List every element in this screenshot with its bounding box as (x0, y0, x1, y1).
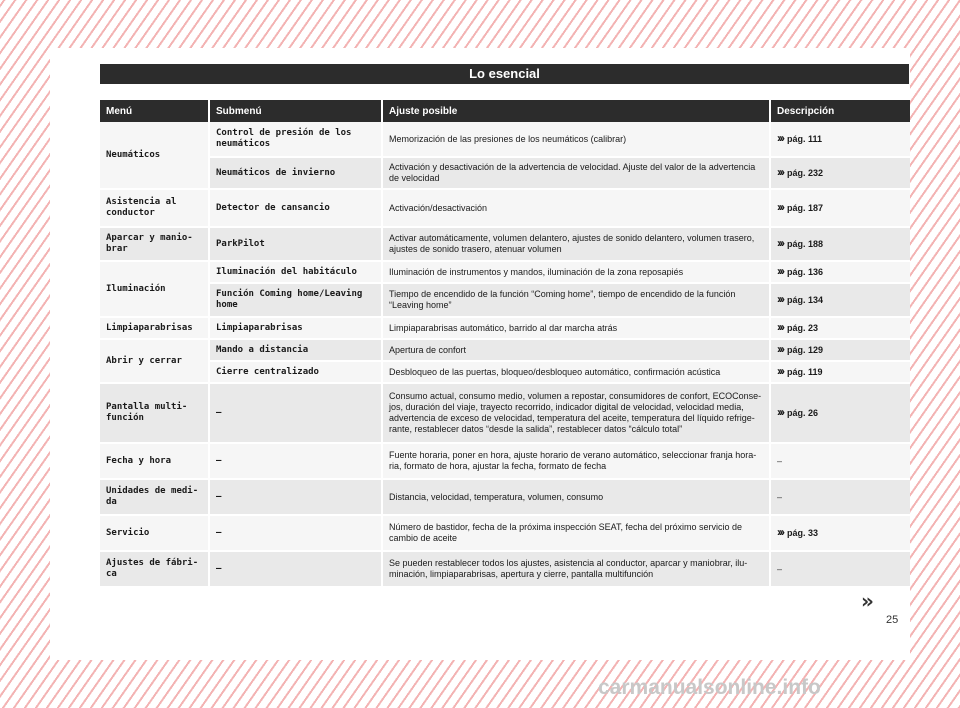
reference-arrow-icon: ››› (777, 165, 783, 179)
table-row (100, 158, 910, 190)
watermark: carmanualsonline.info (598, 676, 821, 699)
page-reference-link[interactable]: pág. 134 (787, 295, 824, 305)
reference-cell (771, 190, 910, 228)
page-reference-link[interactable]: pág. 33 (787, 528, 819, 538)
reference-arrow-icon: ››› (777, 292, 783, 306)
submenu-cell: ParkPilot (210, 228, 383, 262)
setting-cell: Apertura de confort (383, 340, 771, 362)
table-body (100, 122, 910, 588)
submenu-cell: Función Coming home/Leaving home (210, 284, 383, 318)
column-header-description: Descripción (771, 100, 910, 122)
page-reference-link[interactable]: pág. 119 (787, 367, 823, 377)
reference-arrow-icon: ››› (777, 264, 783, 278)
reference-cell (771, 228, 910, 262)
submenu-cell: Detector de cansancio (210, 190, 383, 228)
page-number: 25 (886, 614, 899, 626)
empty-reference: – (777, 563, 783, 574)
setting-cell: Activación y desactivación de la advertencia de velocidad. Ajuste del valor de la advertencia de velocidad (383, 158, 771, 190)
menu-cell: Asistencia al conductor (100, 190, 210, 228)
table-row (100, 318, 910, 340)
table-row (100, 480, 910, 516)
setting-cell: Consumo actual, consumo medio, volumen a repostar, consumidores de confort, ECOConse-jos, duración del viaje, trayecto recorrido, indicador digital de velocidad, velocidad media, advertencia de exceso de velocidad, temperatura del aceite, temperatura del líquido refrige-rante, restablecer datos “desde la salida”, restablecer datos “cálculo total” (383, 384, 771, 444)
menu-cell: Servicio (100, 516, 210, 552)
page-reference-link[interactable]: pág. 187 (787, 203, 824, 213)
empty-reference: – (777, 455, 783, 466)
page-reference-link[interactable]: pág. 26 (787, 408, 819, 418)
setting-cell: Se pueden restablecer todos los ajustes, asistencia al conductor, aparcar y maniobrar, ilu-minación, limpiaparabrisas, apertura y cierre, pantalla multifunción (383, 552, 771, 588)
menu-cell: Abrir y cerrar (100, 340, 210, 384)
reference-cell (771, 362, 910, 384)
table-row (100, 340, 910, 362)
submenu-cell: Control de presión de los neumáticos (210, 122, 383, 158)
manual-page (50, 48, 910, 660)
empty-reference: – (777, 491, 783, 502)
column-header-submenu: Submenú (210, 100, 383, 122)
reference-arrow-icon: ››› (777, 320, 783, 334)
table-row (100, 122, 910, 158)
reference-cell (771, 158, 910, 190)
setting-cell: Desbloqueo de las puertas, bloqueo/desbloqueo automático, confirmación acústica (383, 362, 771, 384)
reference-cell (771, 552, 910, 588)
menu-cell: Limpiaparabrisas (100, 318, 210, 340)
reference-arrow-icon: ››› (777, 364, 783, 378)
reference-arrow-icon: ››› (777, 525, 783, 539)
setting-cell: Iluminación de instrumentos y mandos, iluminación de la zona reposapiés (383, 262, 771, 284)
reference-cell (771, 262, 910, 284)
page-reference-link[interactable]: pág. 23 (787, 323, 819, 333)
table-row (100, 516, 910, 552)
reference-arrow-icon: ››› (777, 236, 783, 250)
submenu-cell: Iluminación del habitáculo (210, 262, 383, 284)
menu-cell: Fecha y hora (100, 444, 210, 480)
page-reference-link[interactable]: pág. 136 (787, 267, 824, 277)
reference-cell (771, 122, 910, 158)
reference-arrow-icon: ››› (777, 131, 783, 145)
menu-cell: Unidades de medi-da (100, 480, 210, 516)
table-row (100, 362, 910, 384)
submenu-cell: – (210, 552, 383, 588)
reference-cell (771, 340, 910, 362)
setting-cell: Limpiaparabrisas automático, barrido al dar marcha atrás (383, 318, 771, 340)
setting-cell: Activación/desactivación (383, 190, 771, 228)
menu-cell: Iluminación (100, 262, 210, 318)
table-header-row (100, 100, 910, 122)
page-reference-link[interactable]: pág. 188 (787, 239, 824, 249)
setting-cell: Distancia, velocidad, temperatura, volumen, consumo (383, 480, 771, 516)
submenu-cell: Mando a distancia (210, 340, 383, 362)
table-row (100, 284, 910, 318)
page-reference-link[interactable]: pág. 111 (787, 134, 823, 144)
reference-arrow-icon: ››› (777, 200, 783, 214)
submenu-cell: Limpiaparabrisas (210, 318, 383, 340)
table-row (100, 262, 910, 284)
reference-cell (771, 480, 910, 516)
submenu-cell: – (210, 480, 383, 516)
column-header-setting: Ajuste posible (383, 100, 771, 122)
submenu-cell: – (210, 444, 383, 480)
submenu-cell: – (210, 384, 383, 444)
menu-cell: Aparcar y manio-brar (100, 228, 210, 262)
submenu-cell: Cierre centralizado (210, 362, 383, 384)
table-row (100, 190, 910, 228)
reference-arrow-icon: ››› (777, 342, 783, 356)
menu-cell: Neumáticos (100, 122, 210, 190)
setting-cell: Fuente horaria, poner en hora, ajuste horario de verano automático, seleccionar franja hora-ria, formato de hora, ajustar la fecha, formato de fecha (383, 444, 771, 480)
page-title: Lo esencial (100, 64, 909, 84)
settings-table (100, 100, 910, 588)
reference-cell (771, 318, 910, 340)
submenu-cell: – (210, 516, 383, 552)
setting-cell: Memorización de las presiones de los neumáticos (calibrar) (383, 122, 771, 158)
reference-cell (771, 516, 910, 552)
table-row (100, 552, 910, 588)
reference-cell (771, 444, 910, 480)
column-header-menu: Menú (100, 100, 210, 122)
menu-cell: Pantalla multi-función (100, 384, 210, 444)
table-row (100, 384, 910, 444)
table-row (100, 444, 910, 480)
reference-cell (771, 384, 910, 444)
page-reference-link[interactable]: pág. 232 (787, 168, 824, 178)
table-row (100, 228, 910, 262)
menu-cell: Ajustes de fábri-ca (100, 552, 210, 588)
reference-cell (771, 284, 910, 318)
page-reference-link[interactable]: pág. 129 (787, 345, 824, 355)
reference-arrow-icon: ››› (777, 405, 783, 419)
setting-cell: Activar automáticamente, volumen delantero, ajustes de sonido delantero, volumen trasero, ajustes de sonido trasero, atenuar volumen (383, 228, 771, 262)
setting-cell: Tiempo de encendido de la función “Coming home”, tiempo de encendido de la función “Leaving home” (383, 284, 771, 318)
setting-cell: Número de bastidor, fecha de la próxima inspección SEAT, fecha del próximo servicio de cambio de aceite (383, 516, 771, 552)
submenu-cell: Neumáticos de invierno (210, 158, 383, 190)
continue-marker: » (861, 589, 874, 613)
